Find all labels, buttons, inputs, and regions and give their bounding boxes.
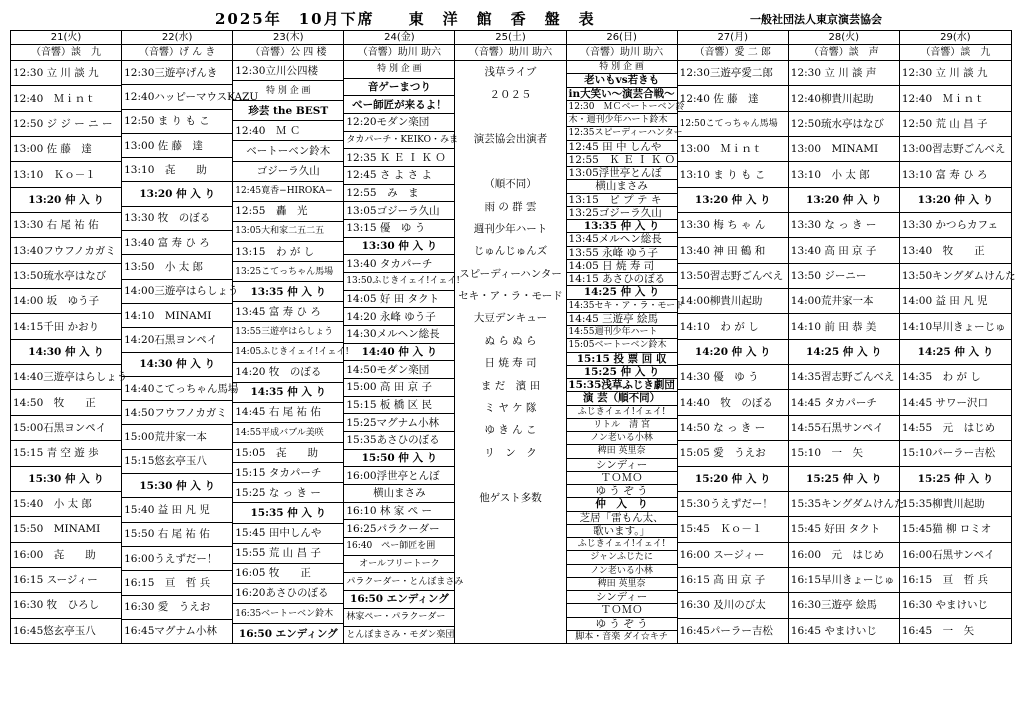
performance-slot: シンディー bbox=[567, 591, 677, 604]
performance-slot: 14:00柳貴川起助 bbox=[678, 289, 788, 314]
performance-slot: 13:10 富 寿 ひ ろ bbox=[900, 162, 1011, 187]
performance-slot: 14:55 元 はじめ bbox=[900, 416, 1011, 441]
day-column bbox=[11, 31, 128, 643]
performance-slot: シンディー bbox=[567, 459, 677, 472]
performance-slot: 14:50 な っ き ー bbox=[678, 416, 788, 441]
performance-slot: 13:10 Ｋｏ－１ bbox=[11, 162, 121, 187]
performance-slot: 14:30メルヘン総長 bbox=[344, 326, 454, 344]
performance-slot: 15:45猫 柳 ロミオ bbox=[900, 517, 1011, 542]
performance-slot bbox=[455, 531, 565, 553]
performance-slot: 15:05ベートーベン鈴木 bbox=[567, 339, 677, 352]
performance-slot: 13:45メルヘン総長 bbox=[567, 233, 677, 246]
performance-slot: 14:35 仲 入 り bbox=[233, 383, 343, 403]
performance-slot: 16:00 スージィー bbox=[678, 543, 788, 568]
performance-slot: 13:05浮世亭とんぼ bbox=[567, 167, 677, 180]
performance-slot: 12:30三遊亭げんき bbox=[122, 61, 232, 85]
performance-slot: 13:00 MINAMI bbox=[789, 137, 899, 162]
performance-slot: 14:20石黒ヨンペイ bbox=[122, 328, 232, 352]
performance-slot: 14:05 日 焼 寿 司 bbox=[567, 260, 677, 273]
slot-list bbox=[455, 61, 565, 643]
performance-slot: 15:30 仲 入 り bbox=[11, 467, 121, 492]
performance-slot: 13:00 佐 藤 達 bbox=[122, 134, 232, 158]
performance-slot: タカパーチ・KEIKO・みま bbox=[344, 132, 454, 150]
performance-slot: 日 焼 寿 司 bbox=[484, 357, 537, 370]
performance-slot: 稗田 英里奈 bbox=[567, 445, 677, 458]
slot-list bbox=[789, 61, 905, 643]
performance-slot: 15:25 仲 入 り bbox=[900, 467, 1011, 492]
performance-slot: 15:25マグナム小林 bbox=[344, 414, 454, 432]
performance-slot: 13:05大和家二五二五 bbox=[233, 222, 343, 242]
performance-slot: ＴＯＭＯ bbox=[567, 604, 677, 617]
performance-slot: 稗田 英里奈 bbox=[567, 578, 677, 591]
performance-slot: 浅草ライブ bbox=[484, 66, 537, 79]
performance-slot: 大豆デンキュー bbox=[473, 312, 548, 325]
performance-slot: 12:40 Ｍｉｎｔ bbox=[900, 86, 1011, 111]
performance-slot: in大笑い〜演芸合戦〜 bbox=[568, 87, 675, 100]
performance-slot: 特 別 企 画 bbox=[567, 61, 677, 74]
performance-slot: 13:10 小 太 郎 bbox=[789, 162, 899, 187]
day-header: 23(木) bbox=[233, 31, 343, 45]
slot-list bbox=[678, 61, 788, 643]
performance-slot: 15:35柳貴川起助 bbox=[900, 492, 1011, 517]
performance-slot: 16:50 エンディング bbox=[344, 591, 454, 609]
performance-slot: 15:50 右 尾 祐 佑 bbox=[122, 523, 232, 547]
performance-slot: ぬ ら ぬ ら bbox=[484, 334, 537, 347]
performance-slot: 13:30 梅 ち ゃ ん bbox=[678, 213, 788, 238]
performance-slot: 15:45 好田 タクト bbox=[789, 517, 899, 542]
performance-slot: 13:15 ピ プ テ キ bbox=[567, 194, 677, 207]
performance-slot: 13:50琉水亭はなび bbox=[11, 264, 121, 289]
performance-slot: 15:35 仲 入 り bbox=[233, 503, 343, 523]
performance-slot bbox=[455, 621, 565, 643]
performance-slot: スピーディーハンター bbox=[459, 267, 562, 280]
performance-slot: 12:50こてっちゃん馬場 bbox=[678, 112, 788, 137]
performance-slot: ジャンふじたに bbox=[567, 551, 677, 564]
sound-operator: （音響）助川 助六 bbox=[455, 45, 565, 61]
performance-slot: 15:55 荒 山 昌 子 bbox=[233, 544, 343, 564]
performance-slot: 12:40 佐 藤 達 bbox=[678, 86, 788, 111]
performance-slot: 珍芸 the BEST bbox=[233, 101, 343, 121]
page-title: 2025年 10月下席 東 洋 館 香 盤 表 bbox=[215, 10, 596, 28]
performance-slot: 15:25 仲 入 り bbox=[789, 467, 899, 492]
performance-slot: 14:40 仲 入 り bbox=[344, 344, 454, 362]
performance-slot: リ ン ク bbox=[484, 446, 537, 459]
performance-slot: 12:40ハッピーマウスKAZU bbox=[122, 85, 232, 109]
performance-slot: 15:00 高 田 京 子 bbox=[344, 379, 454, 397]
performance-slot: 13:40 神 田 鶴 和 bbox=[678, 238, 788, 263]
performance-slot: 15:40 益 田 凡 児 bbox=[122, 498, 232, 522]
performance-slot: 13:40 富 寿 ひ ろ bbox=[122, 231, 232, 255]
performance-slot: 14:25 仲 入 り bbox=[789, 340, 899, 365]
performance-slot: 16:45 一 矢 bbox=[901, 624, 975, 637]
performance-slot: 13:10 㐂 助 bbox=[122, 158, 232, 182]
performance-slot: 特 別 企 画 bbox=[344, 61, 454, 79]
performance-slot: 13:30 牧 のぼる bbox=[122, 207, 232, 231]
day-column bbox=[900, 31, 1016, 643]
performance-slot: ふじきイェイ!イェイ! bbox=[567, 406, 677, 419]
performance-slot: 13:20 仲 入 り bbox=[789, 188, 899, 213]
performance-slot: ＴＯＭＯ bbox=[567, 472, 677, 485]
performance-slot: 特 別 企 画 bbox=[233, 81, 343, 101]
performance-slot: 13:50キングダムけんた bbox=[900, 264, 1011, 289]
performance-slot: 14:10 前 田 恭 美 bbox=[789, 314, 899, 339]
performance-slot: 15:10 一 矢 bbox=[789, 441, 899, 466]
performance-slot: 15:35あさひのぼる bbox=[344, 432, 454, 450]
performance-slot: 15:35浅草ふじき劇団 bbox=[568, 379, 675, 392]
performance-slot: じゅんじゅんズ bbox=[473, 245, 548, 258]
performance-slot bbox=[455, 464, 565, 486]
performance-slot: 14:25 仲 入 り bbox=[900, 340, 1011, 365]
performance-slot bbox=[455, 598, 565, 620]
day-header: 27(月) bbox=[678, 31, 788, 45]
performance-slot: 15:10パーラー吉松 bbox=[900, 441, 1011, 466]
performance-slot: 14:20 牧 のぼる bbox=[233, 363, 343, 383]
performance-slot: 木・週刊少年ハート鈴木 bbox=[567, 114, 677, 127]
sound-operator: （音響）げ ん き bbox=[122, 45, 232, 61]
performance-slot: 12:40 Ｍ Ｃ bbox=[233, 121, 343, 141]
performance-slot: ゆ き ん こ bbox=[484, 424, 537, 437]
performance-slot: 14:00 益 田 凡 児 bbox=[900, 289, 1011, 314]
slot-list bbox=[900, 61, 1016, 643]
performance-slot: 16:45 やまけいじ bbox=[790, 624, 877, 637]
performance-slot: とんぼまさみ・モダン楽団 bbox=[346, 629, 455, 640]
performance-slot: 13:30 右 尾 祐 佑 bbox=[11, 213, 121, 238]
performance-slot: 14:05ふじきイェイ!イェイ! bbox=[233, 343, 343, 363]
performance-slot: 13:05ゴジーラ久山 bbox=[344, 202, 454, 220]
performance-slot: オールフリートーク bbox=[344, 556, 454, 574]
performance-slot: 13:25ゴジーラ久山 bbox=[567, 207, 677, 220]
performance-slot: 13:55三遊亭はらしょう bbox=[233, 322, 343, 342]
sound-operator: （音響）談 九 bbox=[900, 45, 1011, 61]
performance-slot: 14:55石黒サンペイ bbox=[789, 416, 899, 441]
day-column bbox=[567, 31, 685, 643]
performance-slot: ２０２５ bbox=[489, 88, 532, 101]
performance-slot: 15:15 タカパーチ bbox=[233, 463, 343, 483]
performance-slot: 12:40 Ｍｉｎｔ bbox=[11, 86, 121, 111]
organization-name: 一般社団法人東京演芸協会 bbox=[750, 13, 882, 26]
performance-slot: 週刊少年ハート bbox=[473, 222, 548, 235]
performance-slot: 16:30 及川のび太 bbox=[678, 593, 788, 618]
performance-slot: 脚本・音楽 ダイ☆キチ bbox=[575, 631, 668, 642]
performance-slot: 16:35ベートーベン鈴木 bbox=[233, 604, 343, 624]
day-column bbox=[344, 31, 464, 643]
day-header: 28(火) bbox=[789, 31, 899, 45]
sound-operator: （音響）助川 助六 bbox=[567, 45, 677, 61]
performance-slot: 14:00荒井家一本 bbox=[789, 289, 899, 314]
performance-slot: 歌います。」 bbox=[567, 525, 677, 538]
performance-slot: 14:05 好 田 タクト bbox=[344, 291, 454, 309]
performance-slot: 16:45マグナム小林 bbox=[124, 625, 217, 638]
performance-slot: 12:30 立 川 談 九 bbox=[11, 61, 121, 86]
performance-slot: 13:20 仲 入 り bbox=[900, 188, 1011, 213]
performance-slot: 14:25 仲 入 り bbox=[567, 286, 677, 299]
performance-slot: 14:40三遊亭はらしょう bbox=[11, 365, 121, 390]
performance-slot: 16:00浮世亭とんぼ bbox=[344, 467, 454, 485]
performance-slot: 12:30立川公四楼 bbox=[233, 61, 343, 81]
performance-slot: 13:35 仲 入 り bbox=[233, 282, 343, 302]
performance-slot: 14:30 仲 入 り bbox=[11, 340, 121, 365]
performance-slot: ミ ヤ ケ 隊 bbox=[484, 402, 537, 415]
performance-slot: ゆ う ぞ う bbox=[567, 485, 677, 498]
performance-slot: 15:20 仲 入 り bbox=[678, 467, 788, 492]
performance-slot: 15:15 投 票 回 収 bbox=[567, 353, 677, 366]
performance-slot: 14:45 右 尾 祐 佑 bbox=[233, 403, 343, 423]
performance-slot: 13:55 永峰 ゆう子 bbox=[567, 247, 677, 260]
performance-slot: ゆ う ぞ う bbox=[567, 618, 677, 631]
performance-slot: 14:15千田 かおり bbox=[11, 314, 121, 339]
performance-slot: 12:35 Ｋ Ｅ Ｉ Ｋ Ｏ bbox=[344, 149, 454, 167]
performance-slot: 16:30 牧 ひろし bbox=[11, 593, 121, 618]
performance-slot: ベートーベン鈴木 bbox=[233, 141, 343, 161]
performance-slot: 15:15 板 橋 区 民 bbox=[344, 397, 454, 415]
performance-slot: 音ゲーまつり bbox=[344, 79, 454, 97]
sound-operator: （音響）助川 助六 bbox=[344, 45, 454, 61]
performance-slot: 15:40 小 太 郎 bbox=[11, 492, 121, 517]
performance-slot: 14:40 牧 のぼる bbox=[678, 390, 788, 415]
day-column bbox=[789, 31, 905, 643]
performance-slot: 14:30 仲 入 り bbox=[122, 353, 232, 377]
performance-slot: 12:40柳貴川起助 bbox=[789, 86, 899, 111]
performance-slot: 16:45悠玄亭玉八 bbox=[13, 624, 96, 637]
performance-slot: 15:00石黒ヨンペイ bbox=[11, 416, 121, 441]
performance-slot: 14:45 三遊亭 絵馬 bbox=[567, 313, 677, 326]
performance-slot: 16:45パーラー吉松 bbox=[679, 624, 773, 637]
performance-slot: 15:25 な っ き ー bbox=[233, 483, 343, 503]
performance-slot: 16:15 高 田 京 子 bbox=[678, 568, 788, 593]
performance-slot: 13:40 タカパーチ bbox=[344, 255, 454, 273]
performance-slot: 14:50フウフノカガミ bbox=[122, 401, 232, 425]
performance-slot: 16:05 牧 正 bbox=[233, 564, 343, 584]
performance-slot: 雨 の 群 雲 bbox=[484, 200, 537, 213]
performance-slot: 横山まさみ bbox=[567, 180, 677, 193]
performance-slot: 13:15 優 ゆ う bbox=[344, 220, 454, 238]
performance-slot: ノン老いる小林 bbox=[567, 432, 677, 445]
performance-slot: 12:35スピーディーハンター bbox=[567, 127, 677, 140]
slot-list bbox=[567, 61, 685, 643]
performance-slot: 13:50 ジーニー bbox=[789, 264, 899, 289]
performance-slot: 12:45 さ よ さ よ bbox=[344, 167, 454, 185]
day-column bbox=[678, 31, 789, 643]
day-header: 22(水) bbox=[122, 31, 232, 45]
sound-operator: （音響）公 四 楼 bbox=[233, 45, 343, 61]
day-header: 21(火) bbox=[11, 31, 121, 45]
performance-slot: 12:30三遊亭愛二郎 bbox=[678, 61, 788, 86]
performance-slot: 15:25 仲 入 り bbox=[567, 366, 677, 379]
performance-slot: 14:15 あさひのぼる bbox=[567, 273, 677, 286]
performance-slot: 16:00うえずだー！ bbox=[122, 547, 232, 571]
performance-slot: 15:45 田中しんや bbox=[233, 524, 343, 544]
performance-slot bbox=[455, 106, 565, 128]
performance-slot: 15:00荒井家一本 bbox=[122, 425, 232, 449]
performance-slot: 横山まさみ bbox=[344, 485, 454, 503]
performance-slot: 14:10 わ が し bbox=[678, 314, 788, 339]
performance-slot: 12:50琉水亭はなび bbox=[789, 112, 899, 137]
performance-slot: 13:00習志野ごんべえ bbox=[900, 137, 1011, 162]
performance-slot: 13:30 仲 入 り bbox=[344, 238, 454, 256]
day-column bbox=[233, 31, 349, 643]
performance-slot: 12:50 荒 山 昌 子 bbox=[900, 112, 1011, 137]
performance-slot: 16:30 愛 うえお bbox=[122, 596, 232, 620]
performance-slot: 14:45 サワー沢口 bbox=[900, 390, 1011, 415]
performance-slot: 15:30 仲 入 り bbox=[122, 474, 232, 498]
performance-slot: 16:40 ぺー師匠を囲 bbox=[344, 538, 454, 556]
performance-slot: 15:50 MINAMI bbox=[11, 517, 121, 542]
performance-slot: 14:55週刊少年ハート bbox=[567, 326, 677, 339]
slot-list bbox=[233, 61, 349, 643]
performance-slot: 13:40 高 田 京 子 bbox=[789, 238, 899, 263]
performance-slot: 16:00石黒サンペイ bbox=[900, 543, 1011, 568]
performance-slot: 15:15 青 空 遊 歩 bbox=[11, 441, 121, 466]
performance-slot: 14:20 仲 入 り bbox=[678, 340, 788, 365]
performance-slot: 林家ぺー・パラクーダー bbox=[344, 609, 454, 627]
slot-list bbox=[122, 61, 259, 643]
performance-slot: 12:55 み ま bbox=[344, 185, 454, 203]
performance-slot: 14:20 永峰 ゆう子 bbox=[344, 308, 454, 326]
performance-slot: 芝居「雷もん太、 bbox=[567, 512, 677, 525]
performance-slot: 13:50ふじきイェイ!イェイ! bbox=[344, 273, 454, 291]
performance-slot: 13:40フウフノカガミ bbox=[11, 238, 121, 263]
performance-slot: 12:30 立 川 談 声 bbox=[789, 61, 899, 86]
performance-slot: 13:30 かつらカフェ bbox=[900, 213, 1011, 238]
performance-slot: 16:50 エンディング bbox=[238, 627, 338, 640]
performance-slot bbox=[455, 509, 565, 531]
performance-slot: 13:40 牧 正 bbox=[900, 238, 1011, 263]
performance-slot: 16:15早川きょーじゅ bbox=[789, 568, 899, 593]
performance-slot: 14:00三遊亭はらしょう bbox=[122, 280, 232, 304]
performance-slot: 13:00 佐 藤 達 bbox=[11, 137, 121, 162]
performance-slot bbox=[455, 151, 565, 173]
performance-slot: 14:35習志野ごんべえ bbox=[789, 365, 899, 390]
performance-slot: 15:35キングダムけんた bbox=[789, 492, 899, 517]
performance-slot: 16:25パラクーダー bbox=[344, 520, 454, 538]
performance-slot: べー師匠が来るよ！ bbox=[344, 96, 454, 114]
performance-slot: 14:45 タカパーチ bbox=[789, 390, 899, 415]
slot-list bbox=[11, 61, 128, 643]
performance-slot: ふじきイェイ!イェイ! bbox=[567, 538, 677, 551]
performance-slot: 15:45 Ｋｏ－１ bbox=[678, 517, 788, 542]
day-column bbox=[122, 31, 259, 643]
performance-slot: 他ゲスト多数 bbox=[479, 491, 542, 504]
day-header: 25(土) bbox=[455, 31, 565, 45]
performance-slot bbox=[455, 554, 565, 576]
performance-slot: （順不同） bbox=[484, 178, 537, 191]
performance-slot: 14:10早川きょーじゅ bbox=[900, 314, 1011, 339]
performance-slot: セキ・ア・ラ・モード bbox=[458, 290, 563, 303]
performance-slot: 12:45寛香−HIROKA− bbox=[233, 182, 343, 202]
performance-slot: 13:35 仲 入 り bbox=[567, 220, 677, 233]
performance-slot: 演 芸（順不同） bbox=[567, 392, 677, 405]
day-header: 26(日) bbox=[567, 31, 677, 45]
performance-slot: 14:55平成バブル美咲 bbox=[233, 423, 343, 443]
performance-slot: 15:50 仲 入 り bbox=[344, 450, 454, 468]
performance-slot: 12:55 轟 光 bbox=[233, 202, 343, 222]
schedule-grid bbox=[10, 30, 1016, 644]
sound-operator: （音響）談 九 bbox=[11, 45, 121, 61]
performance-slot: パラクーダー・とんぼまさみ bbox=[344, 573, 454, 591]
performance-slot: 15:30うえずだー！ bbox=[678, 492, 788, 517]
performance-slot: 老いもvs若きも bbox=[567, 74, 677, 87]
performance-slot: 15:05 愛 うえお bbox=[678, 441, 788, 466]
performance-slot: 16:30三遊亭 絵馬 bbox=[789, 593, 899, 618]
performance-slot: リトル 清 宮 bbox=[567, 419, 677, 432]
performance-slot: 16:15 亘 哲 兵 bbox=[900, 568, 1011, 593]
performance-slot: 14:40こてっちゃん馬場 bbox=[122, 377, 232, 401]
performance-slot: ま だ 濱 田 bbox=[480, 379, 541, 392]
performance-slot: 12:45 田 中 しんや bbox=[567, 141, 677, 154]
performance-slot: 15:15悠玄亭玉八 bbox=[122, 450, 232, 474]
performance-slot: 14:35 わ が し bbox=[900, 365, 1011, 390]
day-header: 24(金) bbox=[344, 31, 454, 45]
performance-slot: 12:30 ＭＣベートーベン鈴 bbox=[567, 101, 677, 114]
performance-slot: ゴジーラ久山 bbox=[233, 162, 343, 182]
performance-slot: ノン老いる小林 bbox=[567, 565, 677, 578]
performance-slot: 14:50 牧 正 bbox=[11, 390, 121, 415]
performance-slot: 13:20 仲 入 り bbox=[678, 188, 788, 213]
performance-slot: 14:35セキ・ア・ラ・モード bbox=[567, 300, 677, 313]
performance-slot: 13:45 富 寿 ひ ろ bbox=[233, 302, 343, 322]
performance-slot: 14:50モダン楽団 bbox=[344, 361, 454, 379]
day-column bbox=[455, 31, 566, 643]
performance-slot: 12:55 Ｋ Ｅ Ｉ Ｋ Ｏ bbox=[568, 153, 676, 166]
performance-slot: 仲 入 り bbox=[567, 498, 677, 511]
performance-slot: 13:30 な っ き ー bbox=[789, 213, 899, 238]
performance-slot: 演芸協会出演者 bbox=[473, 133, 548, 146]
performance-slot: 13:15 わ が し bbox=[233, 242, 343, 262]
performance-slot bbox=[455, 576, 565, 598]
performance-slot: 13:00 Ｍｉｎｔ bbox=[678, 137, 788, 162]
performance-slot: 15:05 㐂 助 bbox=[233, 443, 343, 463]
performance-slot: 13:50 小 太 郎 bbox=[122, 255, 232, 279]
sound-operator: （音響）愛 二 郎 bbox=[678, 45, 788, 61]
performance-slot: 14:00 坂 ゆう子 bbox=[11, 289, 121, 314]
performance-slot: 13:20 仲 入 り bbox=[11, 188, 121, 213]
performance-slot: 13:25こてっちゃん馬場 bbox=[233, 262, 343, 282]
performance-slot: 14:10 MINAMI bbox=[122, 304, 232, 328]
performance-slot: 12:50 ジ ジ ー ニ ー bbox=[11, 112, 121, 137]
slot-list bbox=[344, 61, 464, 643]
performance-slot: 12:20モダン楽団 bbox=[344, 114, 454, 132]
performance-slot: 12:30 立 川 談 九 bbox=[900, 61, 1011, 86]
performance-slot: 12:50 ま り も こ bbox=[122, 110, 232, 134]
performance-slot: 16:00 元 はじめ bbox=[789, 543, 899, 568]
performance-slot: 16:30 やまけいじ bbox=[900, 593, 1011, 618]
performance-slot: 16:15 スージィー bbox=[11, 568, 121, 593]
performance-slot: 16:10 林 家 ぺ ー bbox=[344, 503, 454, 521]
performance-slot: 13:20 仲 入 り bbox=[122, 182, 232, 206]
performance-slot: 13:50習志野ごんべえ bbox=[678, 264, 788, 289]
performance-slot: 16:00 㐂 助 bbox=[11, 543, 121, 568]
performance-slot: 14:30 優 ゆ う bbox=[678, 365, 788, 390]
performance-slot: 16:15 亘 哲 兵 bbox=[122, 571, 232, 595]
performance-slot: 13:10 ま り も こ bbox=[678, 162, 788, 187]
day-header: 29(水) bbox=[900, 31, 1011, 45]
sound-operator: （音響）談 声 bbox=[789, 45, 899, 61]
performance-slot: 16:20あさひのぼる bbox=[233, 584, 343, 604]
